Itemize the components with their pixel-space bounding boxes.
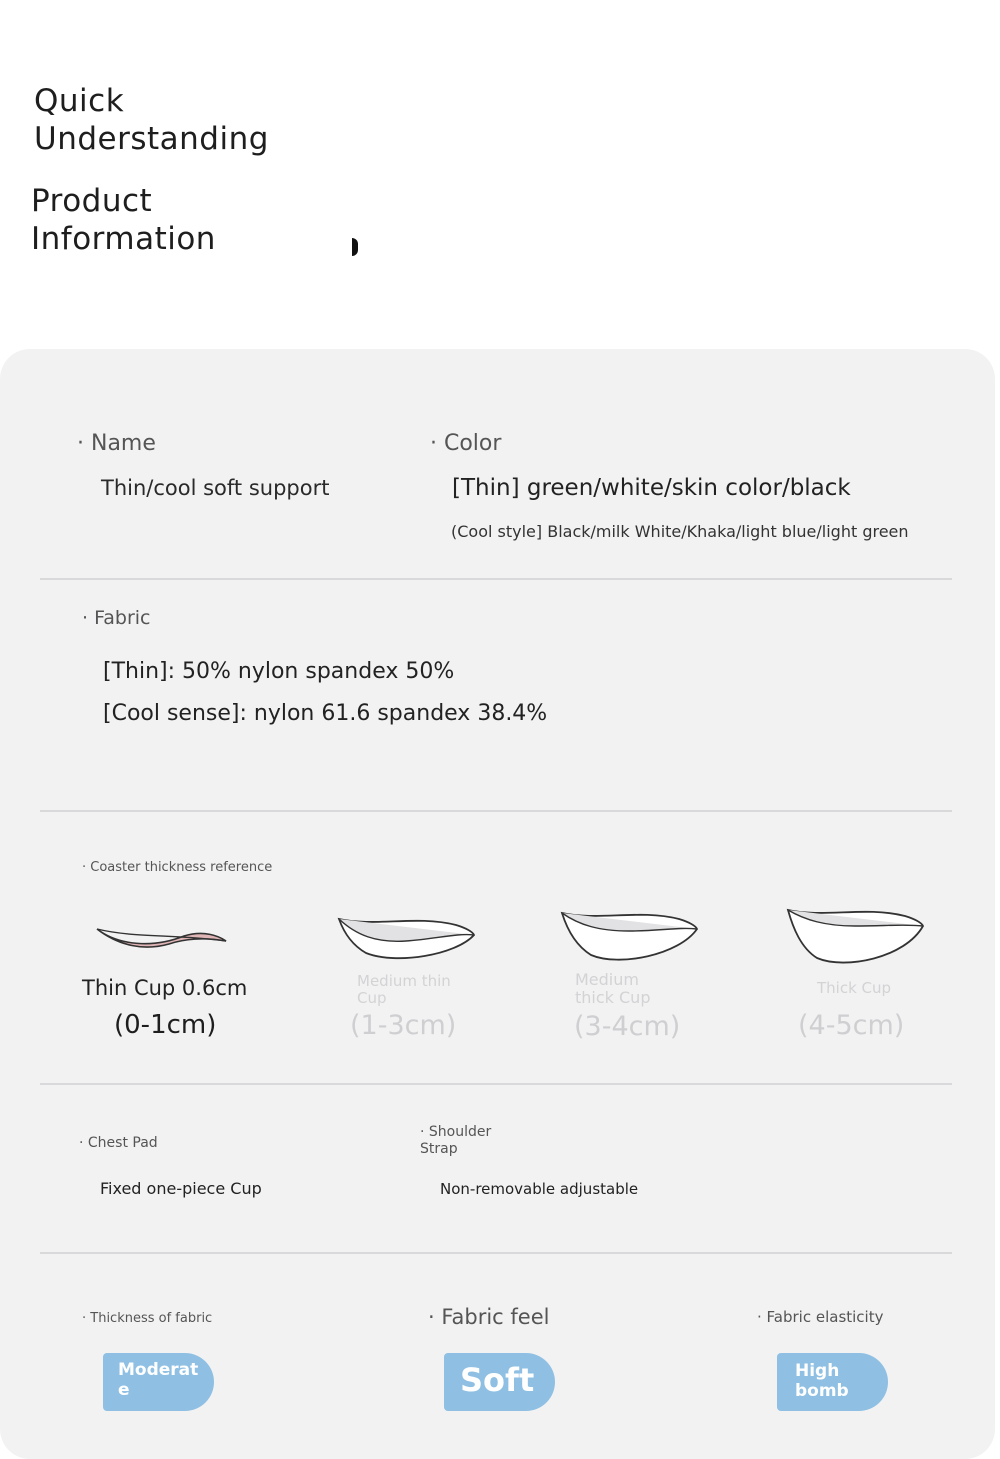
color-label: · Color [430, 431, 502, 456]
product-info-card [0, 349, 995, 1459]
name-value: Thin/cool soft support [101, 476, 330, 500]
fabric-elasticity-value: High bomb [795, 1361, 849, 1401]
divider [40, 578, 952, 580]
fabric-thickness-label: · Thickness of fabric [82, 1311, 213, 1326]
half-circle-icon [352, 238, 358, 256]
medium-thick-cup-range: (3-4cm) [574, 1011, 681, 1042]
name-label: · Name [77, 431, 156, 456]
chest-pad-label: · Chest Pad [79, 1135, 158, 1151]
divider [40, 1083, 952, 1085]
shoulder-strap-value: Non-removable adjustable [440, 1180, 639, 1198]
fabric-feel-badge [444, 1353, 555, 1411]
fabric-thickness-value: Moderat e [118, 1360, 199, 1400]
thin-cup-name: Thin Cup 0.6cm [82, 976, 248, 1000]
medium-thick-cup-icon [559, 909, 701, 965]
page-title: Quick Understanding [34, 83, 269, 157]
medium-thin-cup-range: (1-3cm) [350, 1010, 457, 1041]
medium-thin-cup-name: Medium thin Cup [357, 972, 451, 1007]
thick-cup-range: (4-5cm) [798, 1010, 905, 1041]
divider [40, 810, 952, 812]
medium-thick-cup-name: Medium thick Cup [575, 970, 651, 1007]
color-cool-value: (Cool style] Black/milk White/Khaka/light blue/light green [451, 522, 909, 541]
medium-thin-cup-icon [336, 915, 478, 963]
thickness-ref-label: · Coaster thickness reference [82, 860, 273, 875]
thick-cup-name: Thick Cup [817, 979, 892, 997]
shoulder-strap-label: · Shoulder Strap [420, 1124, 492, 1157]
thick-cup-icon [785, 906, 927, 968]
fabric-elasticity-badge [777, 1353, 888, 1411]
fabric-feel-label: · Fabric feel [428, 1305, 550, 1329]
divider [40, 1252, 952, 1254]
color-thin-value: [Thin] green/white/skin color/black [452, 475, 851, 501]
thin-cup-icon [94, 924, 230, 952]
fabric-feel-value: Soft [460, 1361, 535, 1399]
fabric-thin-value: [Thin]: 50% nylon spandex 50% [103, 659, 455, 684]
fabric-thickness-badge [103, 1353, 214, 1411]
fabric-cool-value: [Cool sense]: nylon 61.6 spandex 38.4% [103, 701, 548, 726]
fabric-label: · Fabric [82, 607, 151, 629]
fabric-elasticity-label: · Fabric elasticity [757, 1308, 884, 1326]
thin-cup-range: (0-1cm) [114, 1010, 217, 1040]
page-subtitle: Product Information [31, 183, 216, 257]
chest-pad-value: Fixed one-piece Cup [100, 1179, 262, 1198]
